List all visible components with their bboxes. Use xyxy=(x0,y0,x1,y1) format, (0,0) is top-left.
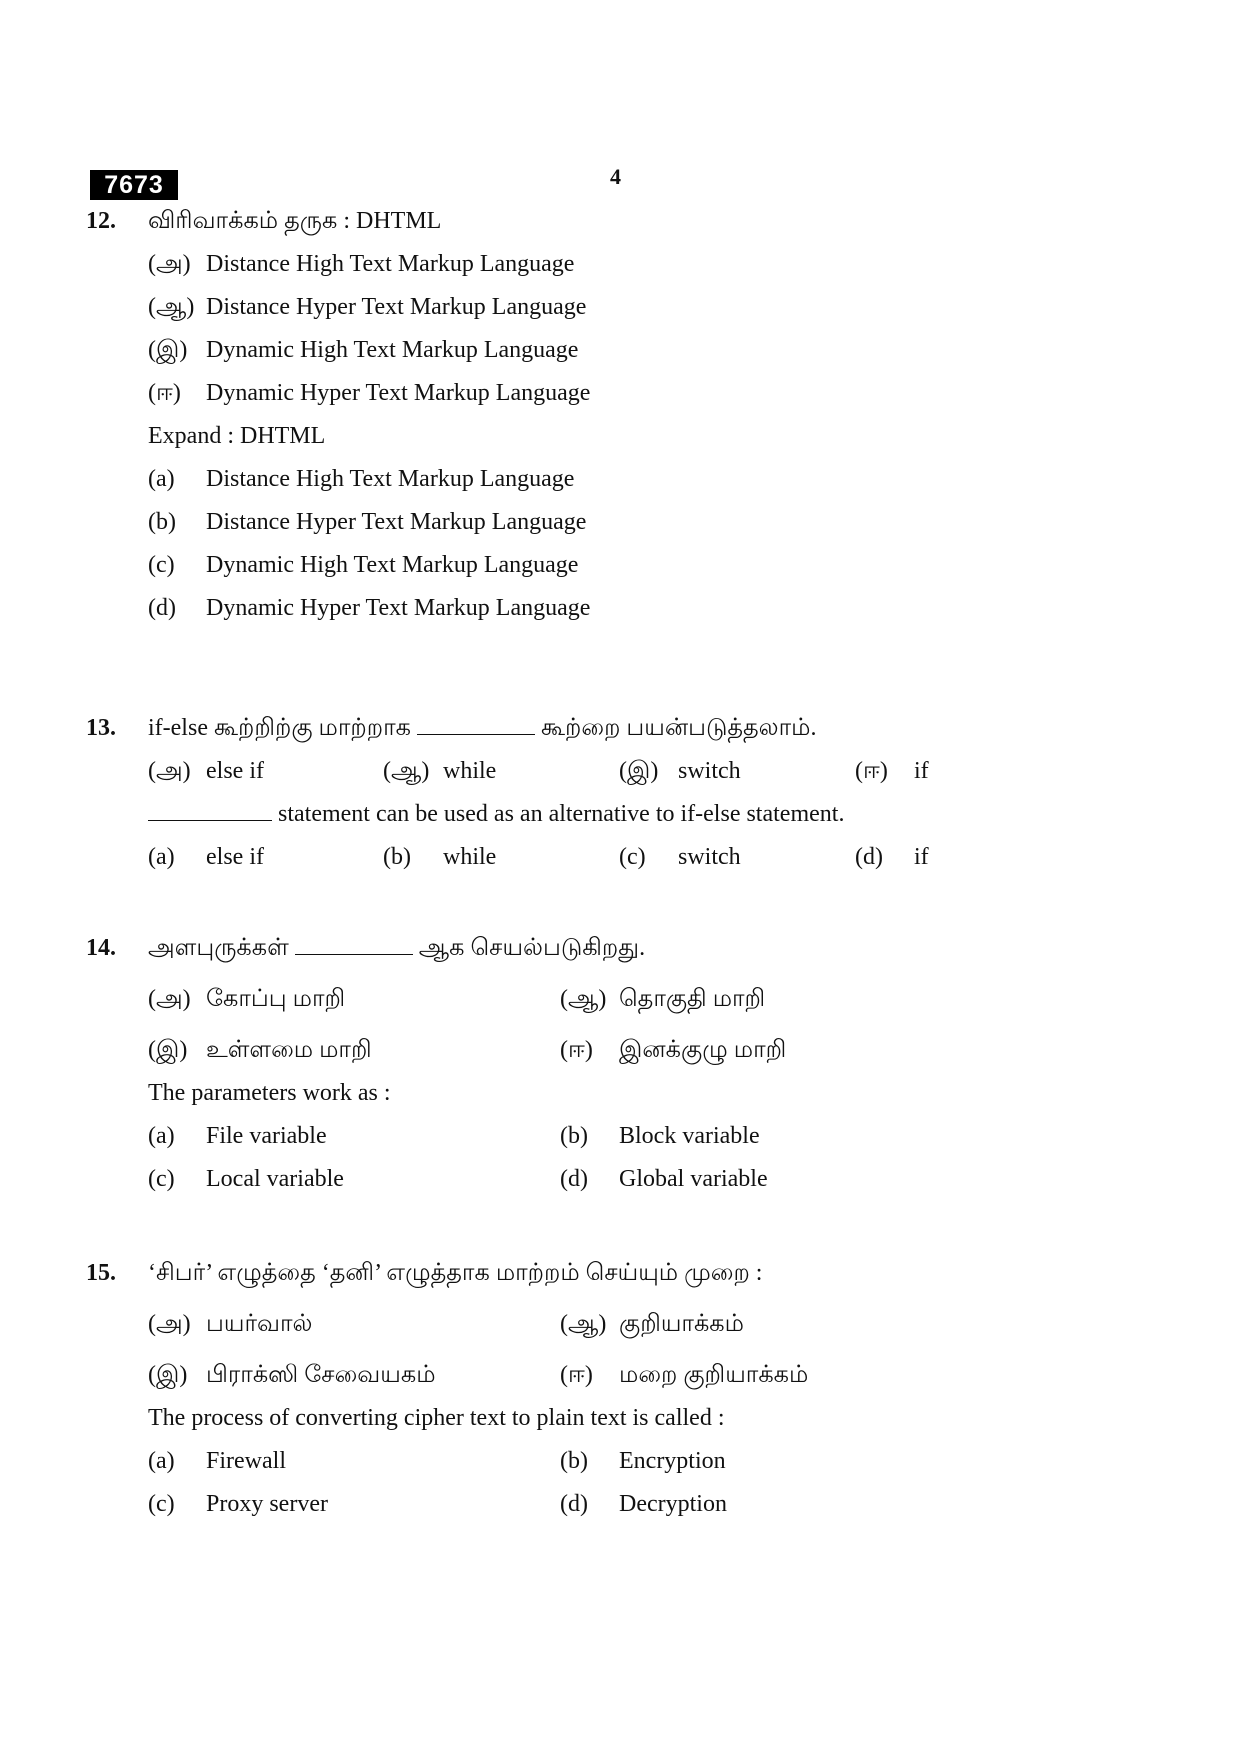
option-ta-4: (ஈ) Dynamic Hyper Text Markup Language xyxy=(148,380,591,406)
option-en-b: (b) Distance Hyper Text Markup Language xyxy=(148,509,587,535)
question-number: 15. xyxy=(86,1260,116,1286)
question-stem-ta: ‘சிபர்’ எழுத்தை ‘தனி’ எழுத்தாக மாற்றம் செய்யும் முறை : xyxy=(148,1260,763,1286)
question-stem-en: statement can be used as an alternative to if-else statement. xyxy=(148,793,844,836)
options-en-row: (a) else if (b) while (c) switch (d) if xyxy=(148,844,929,870)
option-en-d: (d) Dynamic Hyper Text Markup Language xyxy=(148,595,591,621)
option-ta-2: (ஆ) Distance Hyper Text Markup Language xyxy=(148,294,587,320)
question-12 xyxy=(0,200,1240,630)
answer-blank xyxy=(295,936,413,955)
options-ta-row-1: (அ) கோப்பு மாறி (ஆ) தொகுதி மாறி xyxy=(148,986,766,1012)
paper-code-badge: 7673 xyxy=(90,170,178,200)
question-number: 14. xyxy=(86,935,116,961)
options-en-row-1: (a) File variable (b) Block variable xyxy=(148,1123,760,1149)
question-stem-en: The process of converting cipher text to plain text is called : xyxy=(148,1405,725,1431)
options-ta-row-2: (இ) பிராக்ஸி சேவையகம் (ஈ) மறை குறியாக்கம் xyxy=(148,1362,809,1388)
options-en-row-2: (c) Local variable (d) Global variable xyxy=(148,1166,768,1192)
question-13 xyxy=(0,707,1240,879)
question-stem-en: The parameters work as : xyxy=(148,1080,391,1106)
page-number: 4 xyxy=(610,164,621,189)
option-en-c: (c) Dynamic High Text Markup Language xyxy=(148,552,579,578)
options-en-row-2: (c) Proxy server (d) Decryption xyxy=(148,1491,727,1517)
option-ta-1: (அ) Distance High Text Markup Language xyxy=(148,251,575,277)
options-ta-row-2: (இ) உள்ளமை மாறி (ஈ) இனக்குழு மாறி xyxy=(148,1037,787,1063)
option-ta-3: (இ) Dynamic High Text Markup Language xyxy=(148,337,579,363)
options-ta-row-1: (அ) பயர்வால் (ஆ) குறியாக்கம் xyxy=(148,1311,744,1337)
answer-blank xyxy=(148,802,272,821)
option-en-a: (a) Distance High Text Markup Language xyxy=(148,466,575,492)
question-15 xyxy=(0,1252,1240,1526)
question-stem-ta: if-else கூற்றிற்கு மாற்றாக கூற்றை பயன்படுத்தலாம். xyxy=(148,715,817,741)
options-ta-row: (அ) else if (ஆ) while (இ) switch (ஈ) if xyxy=(148,758,929,784)
question-number: 12. xyxy=(86,208,116,234)
answer-blank xyxy=(417,716,535,735)
question-stem-en: Expand : DHTML xyxy=(148,423,326,449)
options-en-row-1: (a) Firewall (b) Encryption xyxy=(148,1448,726,1474)
question-stem-ta: அளபுருக்கள் ஆக செயல்படுகிறது. xyxy=(148,935,646,961)
question-14 xyxy=(0,927,1240,1201)
question-stem-ta: விரிவாக்கம் தருக : DHTML xyxy=(148,208,442,234)
question-number: 13. xyxy=(86,715,116,741)
